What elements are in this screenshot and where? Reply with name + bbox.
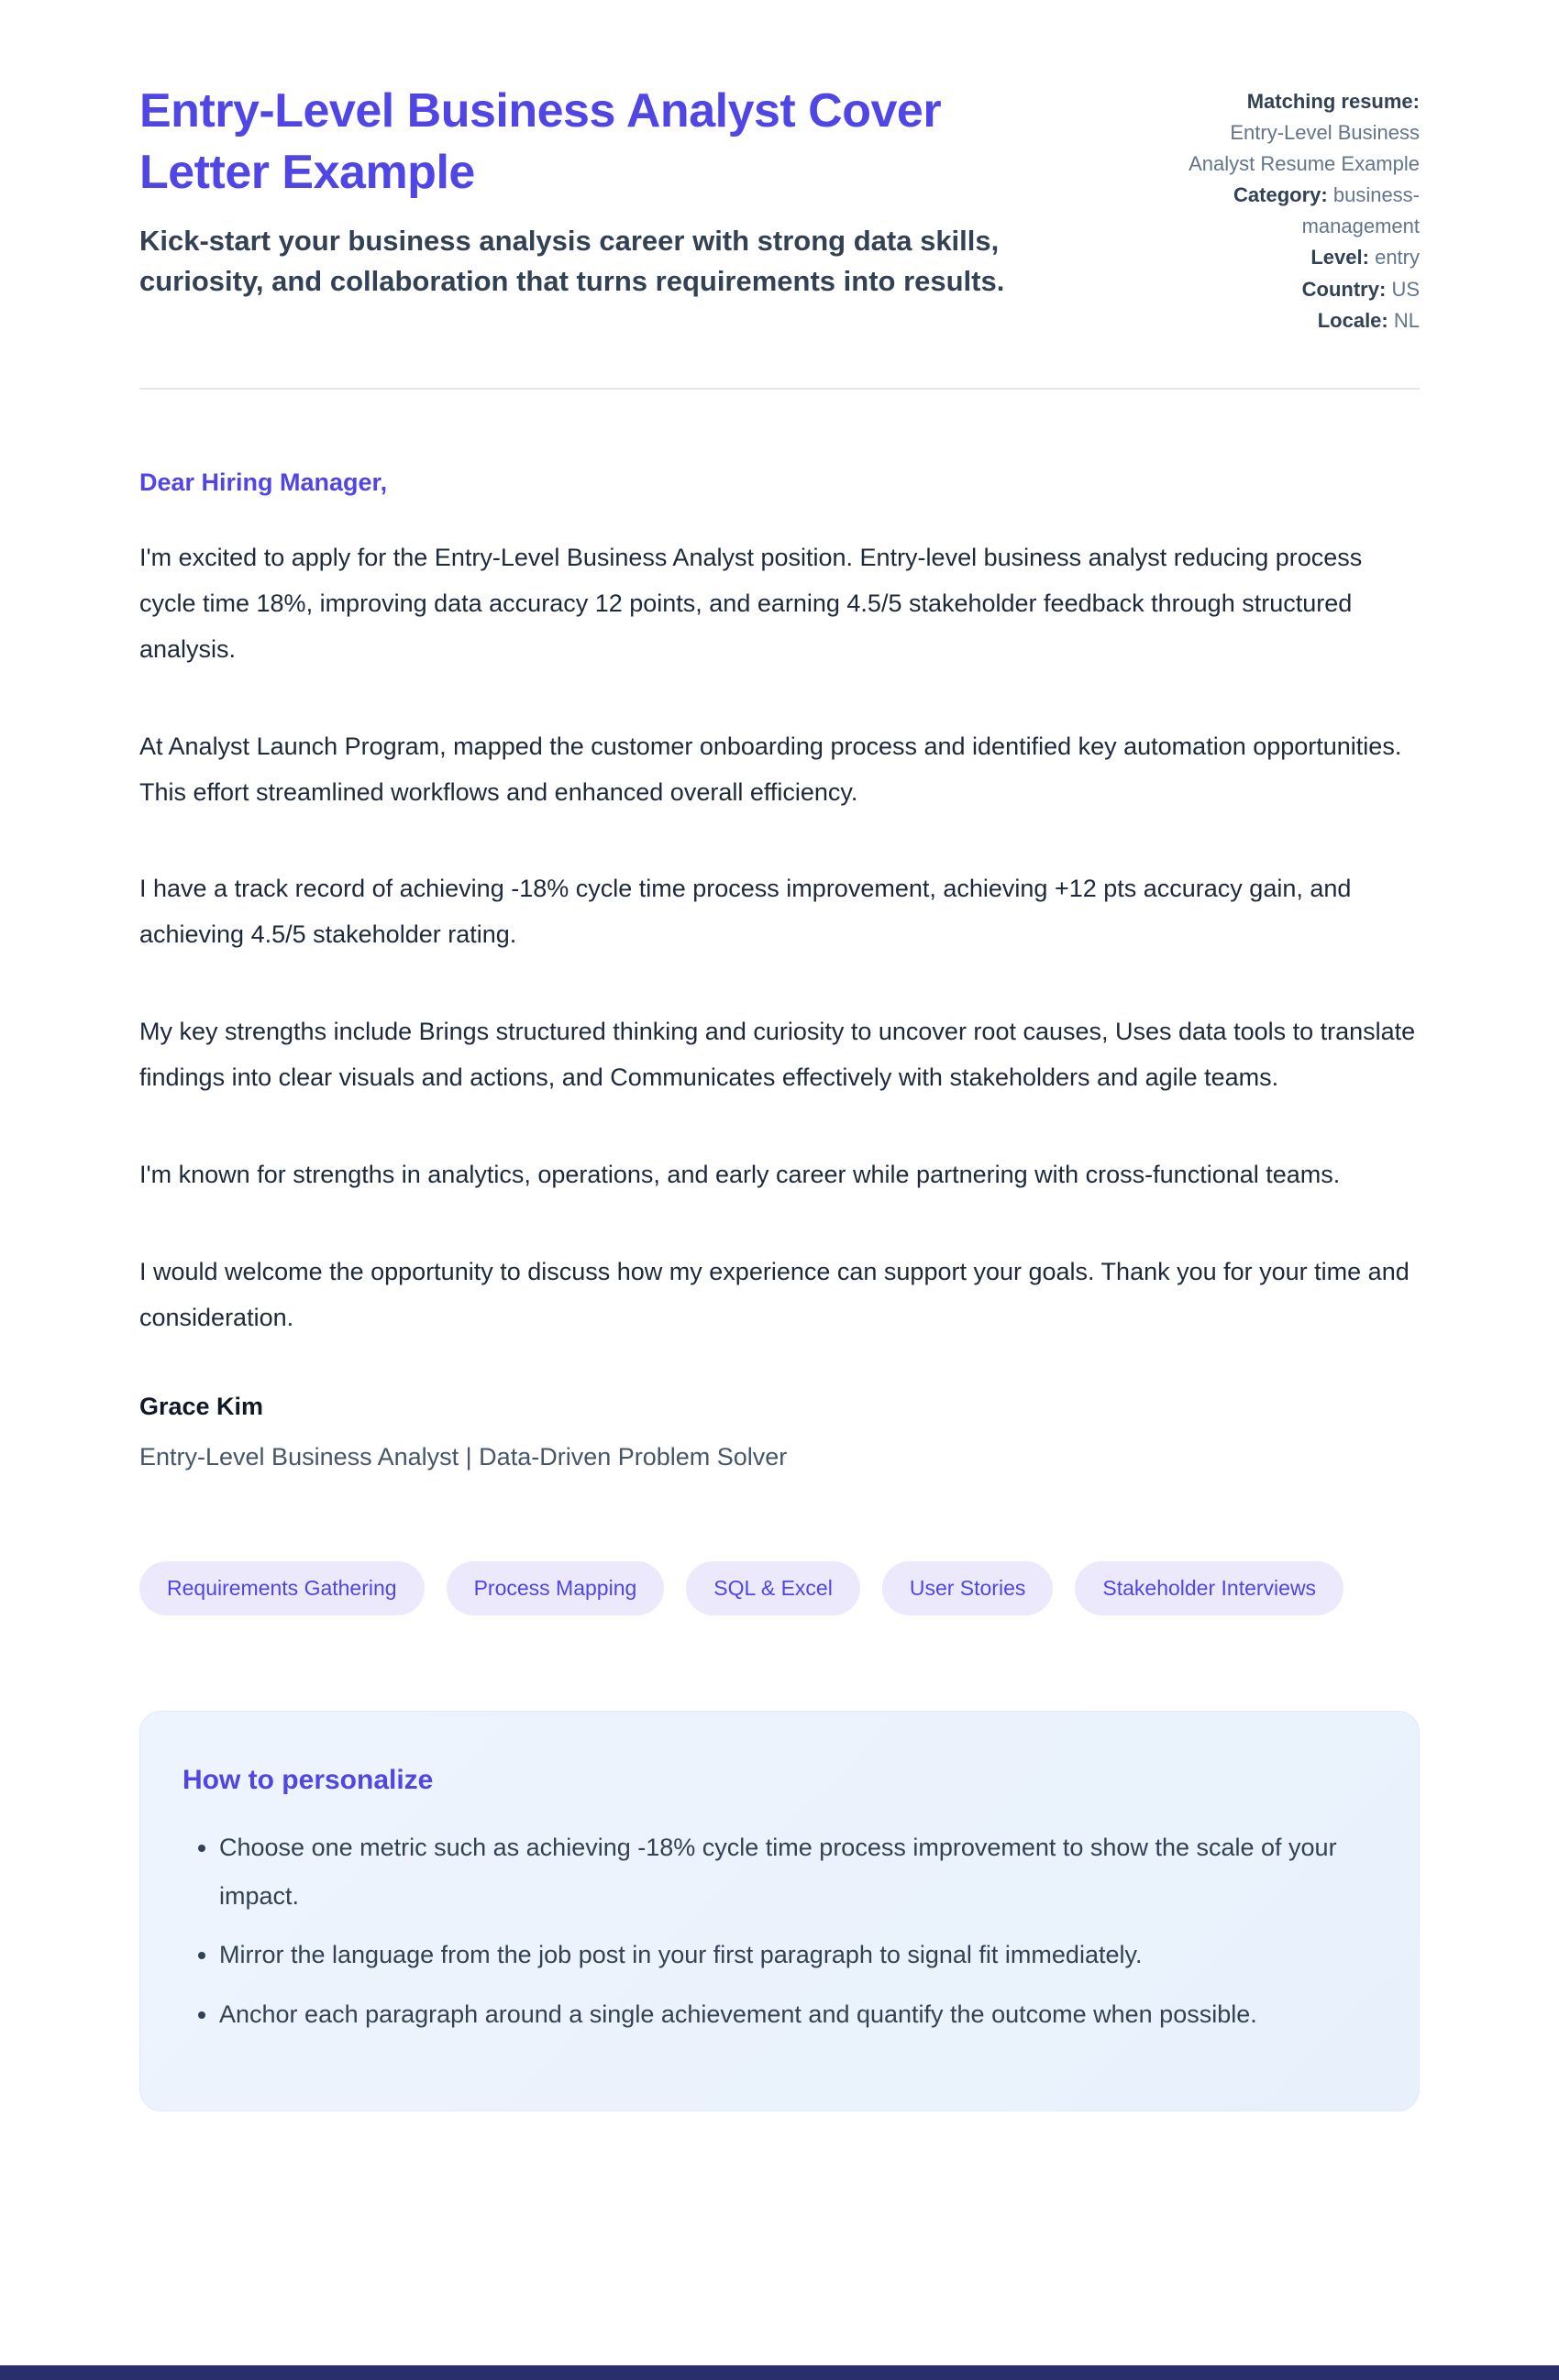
page-subtitle: Kick-start your business analysis career with strong data skills, curiosity, and collaboration that turns requirements into results. xyxy=(139,225,1005,298)
letter-paragraph-5: I'm known for strengths in analytics, operations, and early career while partnering with cross-functional teams. xyxy=(139,1161,1341,1189)
meta-locale xyxy=(1166,305,1420,336)
salutation: Dear Hiring Manager, xyxy=(139,468,388,496)
header-divider xyxy=(139,388,1420,390)
level-value: entry xyxy=(1375,246,1420,270)
header-text-block xyxy=(139,81,1020,302)
tag-user-stories[interactable]: User Stories xyxy=(882,1561,1054,1615)
level-label: Level: xyxy=(1310,246,1369,270)
matching-resume-label: Matching resume: xyxy=(1246,90,1420,113)
country-label: Country: xyxy=(1301,277,1387,301)
personalize-card xyxy=(139,1711,1420,2111)
country-value: US xyxy=(1391,277,1420,301)
signature-name: Grace Kim xyxy=(139,1393,264,1420)
signature-role: Entry-Level Business Analyst | Data-Driven Problem Solver xyxy=(139,1443,788,1471)
letter-paragraph-6: I would welcome the opportunity to discuss how my experience can support your goals. Thank you for your time and consideration. xyxy=(139,1258,1410,1332)
meta-matching-resume xyxy=(1166,86,1420,180)
meta-category xyxy=(1166,180,1420,242)
tag-sql-excel[interactable]: SQL & Excel xyxy=(686,1561,860,1615)
tag-process-mapping[interactable]: Process Mapping xyxy=(447,1561,665,1615)
resume-meta-panel xyxy=(1166,81,1420,336)
matching-resume-value: Entry-Level Business Analyst Resume Example xyxy=(1189,121,1420,176)
personalize-tip-1: • Choose one metric such as achieving -18% cycle time process improvement to show the scale of your impact. xyxy=(219,1824,1371,1920)
meta-level xyxy=(1166,242,1420,273)
footer-strip xyxy=(0,2365,1559,2380)
personalize-tip-list xyxy=(182,1824,1371,2039)
locale-value: NL xyxy=(1393,308,1420,332)
skill-tag-list xyxy=(139,1561,1420,1615)
letter-paragraph-1: I'm excited to apply for the Entry-Level Business Analyst position. Entry-level business analyst reducing process cycle time 18%, improving data accuracy 12 points, and earning 4.5/5 stakeholder feedback through structured analysis. xyxy=(139,543,1363,663)
letter-paragraph-2: At Analyst Launch Program, mapped the customer onboarding process and identified key automation opportunities. This effort streamlined workflows and enhanced overall efficiency. xyxy=(139,732,1402,806)
cover-letter-body xyxy=(139,468,1420,1471)
letter-paragraph-4: My key strengths include Brings structured thinking and curiosity to uncover root causes, Uses data tools to translate findings into clear visuals and actions, and Communicates effectively with stakeholders and agile teams. xyxy=(139,1018,1416,1092)
personalize-title: How to personalize xyxy=(182,1765,434,1795)
meta-country xyxy=(1166,274,1420,305)
signature-block xyxy=(139,1393,1420,1471)
tag-stakeholder-interviews[interactable]: Stakeholder Interviews xyxy=(1075,1561,1343,1615)
category-value: business-management xyxy=(1301,183,1420,238)
personalize-tip-2: • Mirror the language from the job post in your first paragraph to signal fit immediately. xyxy=(219,1931,1371,1979)
tag-requirements-gathering[interactable]: Requirements Gathering xyxy=(139,1561,425,1615)
letter-paragraph-3: I have a track record of achieving -18% cycle time process improvement, achieving +12 pts accuracy gain, and achieving 4.5/5 stakeholder rating. xyxy=(139,875,1352,949)
page-title: Entry-Level Business Analyst Cover Letter Example xyxy=(139,84,942,199)
category-label: Category: xyxy=(1233,183,1328,207)
locale-label: Locale: xyxy=(1317,308,1388,332)
header xyxy=(139,81,1420,336)
personalize-tip-3: • Anchor each paragraph around a single achievement and quantify the outcome when possible. xyxy=(219,1990,1371,2039)
